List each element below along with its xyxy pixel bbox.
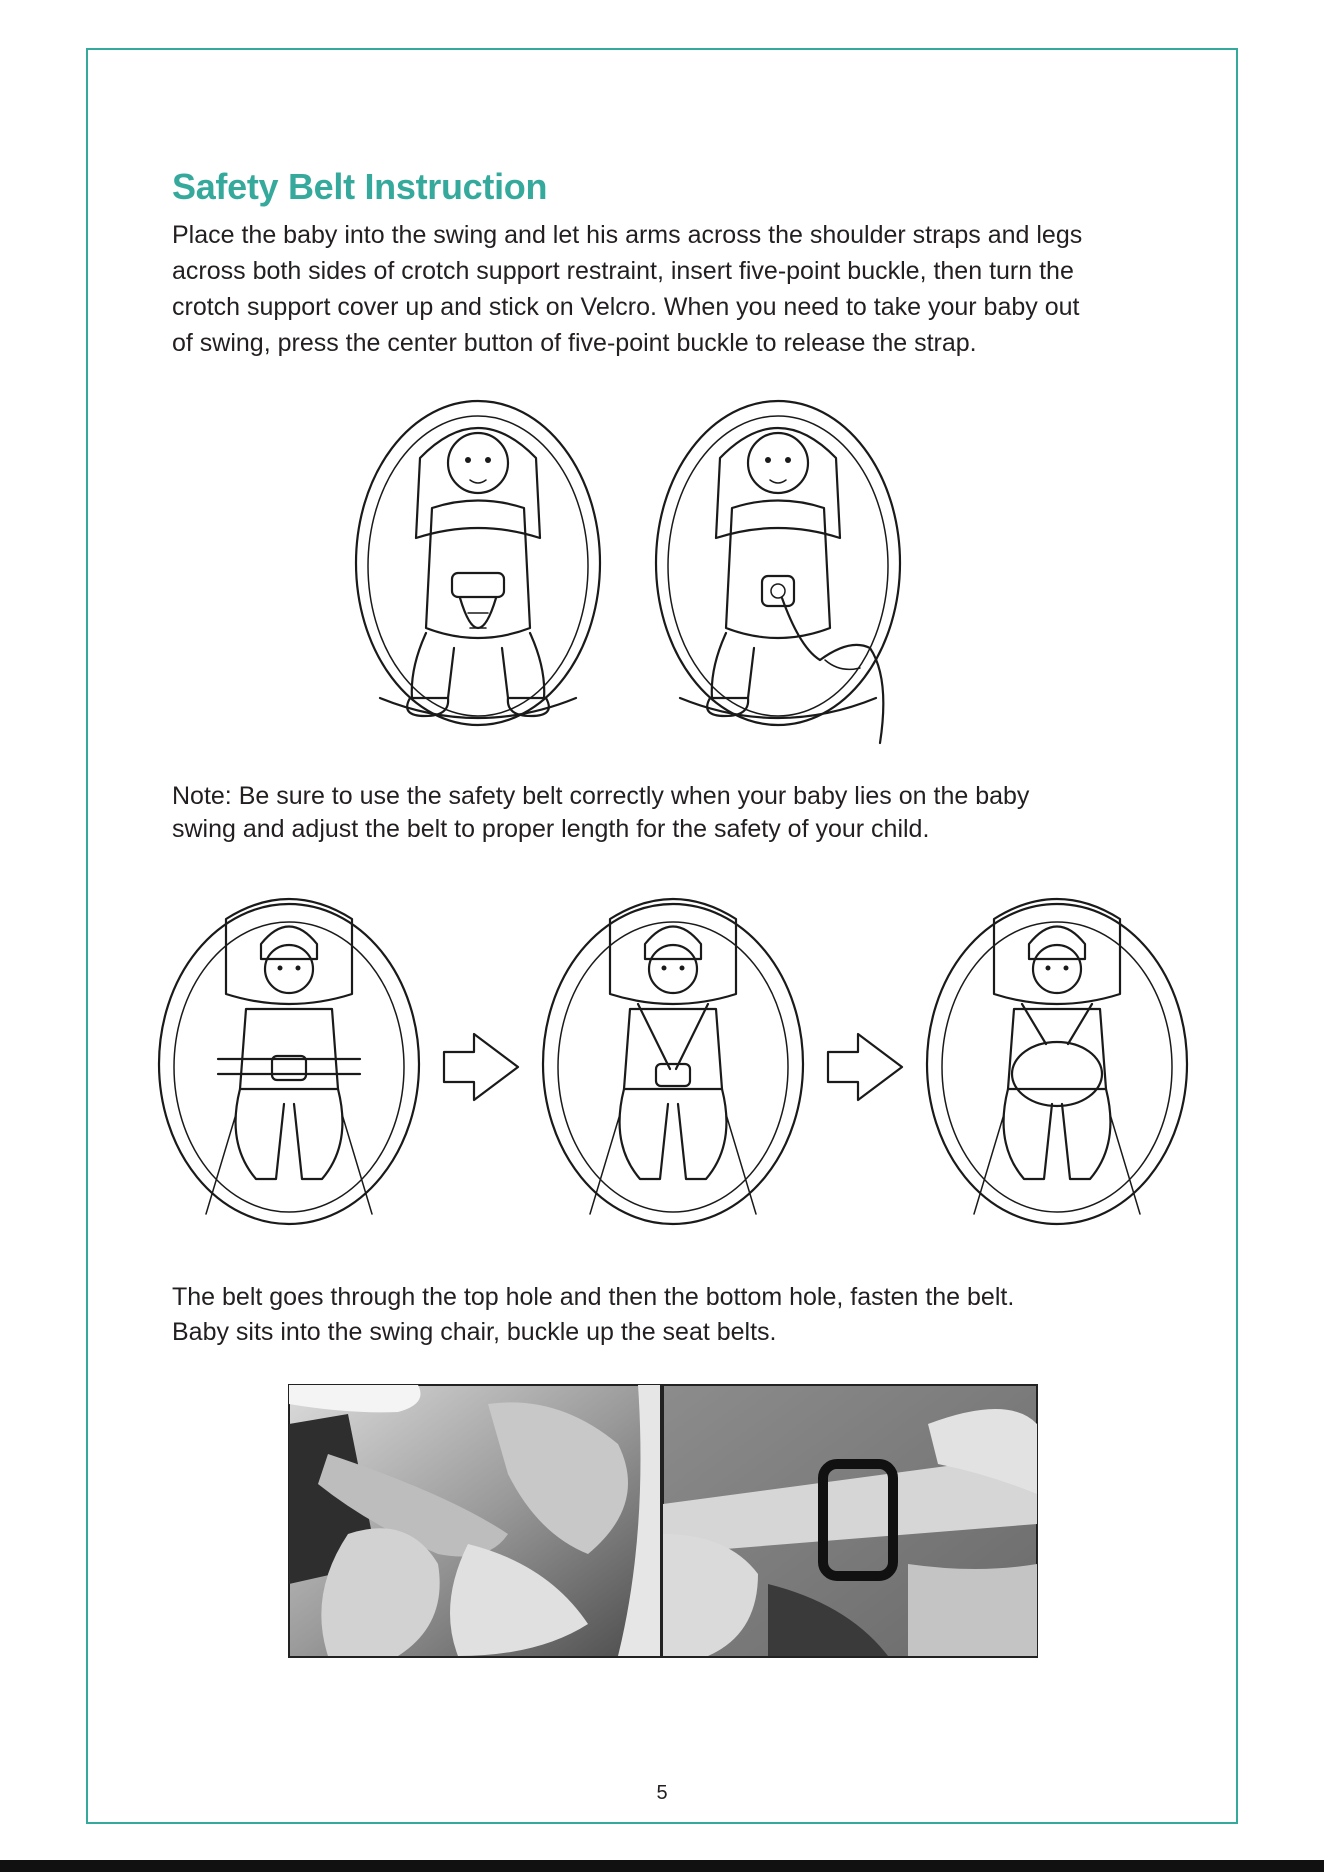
intro-line: Place the baby into the swing and let his arms across the shoulder straps and legs <box>172 221 1083 249</box>
note-line: Note: Be sure to use the safety belt correctly when your baby lies on the baby <box>172 782 1030 810</box>
intro-line: across both sides of crotch support restraint, insert five-point buckle, then turn the <box>172 257 1074 285</box>
arrow-2-icon <box>828 1034 902 1100</box>
section-title: Safety Belt Instruction <box>172 166 548 207</box>
belt-photos <box>288 1384 1040 1660</box>
intro-line: of swing, press the center button of five-point buckle to release the strap. <box>172 329 977 357</box>
step-1-figure <box>159 899 419 1224</box>
photo-belt-adjuster <box>663 1385 1037 1657</box>
step-2-figure <box>543 899 803 1224</box>
arrow-1-icon <box>444 1034 518 1100</box>
note-line: swing and adjust the belt to proper length for the safety of your child. <box>172 815 930 843</box>
belt-line: The belt goes through the top hole and then the bottom hole, fasten the belt. <box>172 1283 1015 1311</box>
belt-line: Baby sits into the swing chair, buckle up the seat belts. <box>172 1318 777 1346</box>
baby-release-figure <box>656 401 900 743</box>
page-number: 5 <box>656 1782 668 1804</box>
step-3-figure <box>927 899 1187 1224</box>
bottom-edge-bar <box>0 1860 1324 1872</box>
photo-threading-belt <box>289 1385 661 1657</box>
intro-paragraph <box>172 217 1172 361</box>
belt-steps-illustration <box>156 884 1190 1236</box>
baby-buckling-figure <box>356 401 600 725</box>
intro-line: crotch support cover up and stick on Velcro. When you need to take your baby out <box>172 293 1080 321</box>
buckle-illustration <box>350 398 920 748</box>
belt-paragraph <box>172 1280 1172 1350</box>
note-paragraph <box>172 780 1172 846</box>
